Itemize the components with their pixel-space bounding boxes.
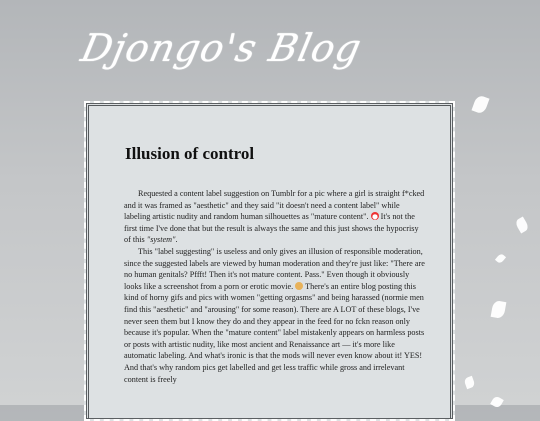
post-paragraph bbox=[124, 188, 426, 246]
clown-face-icon bbox=[371, 212, 379, 220]
post-text: Requested a content label suggestion on Tumblr for a pic where a girl is straight f*cked and it was framed as "aesthetic" and they said "it doesn't need a content label" while labeling artistic nudity and random human silhouettes as "mature content". bbox=[124, 189, 425, 222]
post-card bbox=[84, 101, 455, 421]
post-paragraph bbox=[124, 246, 426, 385]
post-text: It's not the first time I've done that but the result is always the same and this just shows the hypocrisy of this bbox=[124, 212, 419, 245]
post-text: There's an entire blog posting this kind of horny gifs and pics with women "getting orgasms" and being harassed (normie men find this "aesthetic" and "arousing" for some reason). There are A LOT of these blogs, I've never seen them but I know they do and they appear in the feed for no fckn reason only because it's popular. When the "mature content" label mistakenly appears on harmless posts or posts with artistic nudity, like most ancient and Renaissance art — it's more like automatic labeling. And what's ironic is that the mods will never even know about it! YES! And that's why random pics get labelled and get less traffic while gross and irrelevant content is freely bbox=[124, 281, 425, 384]
post-title[interactable]: Illusion of control bbox=[125, 144, 255, 163]
site-title[interactable]: Djongo's Blog bbox=[77, 26, 366, 70]
petal-decoration bbox=[471, 94, 489, 114]
post-text: . bbox=[175, 235, 178, 245]
post-text-emphasis: "system" bbox=[146, 235, 176, 245]
petal-decoration bbox=[514, 216, 530, 233]
petal-decoration bbox=[463, 376, 475, 389]
petal-decoration bbox=[491, 300, 507, 319]
post-inner-border bbox=[88, 105, 451, 419]
petal-decoration bbox=[495, 253, 506, 264]
petal-decoration bbox=[490, 395, 504, 409]
post-text: This "label suggesting" is useless and only gives an illusion of responsible moderation, since the suggested labels are viewed by human moderation and they're just like: "There are no human genitals? Pffft! Then it's not mature content. Pass." Even though it obviously looks like a screenshot from a porn or erotic movie. bbox=[124, 246, 425, 291]
post-body bbox=[124, 188, 426, 385]
facepalm-icon bbox=[295, 282, 303, 290]
